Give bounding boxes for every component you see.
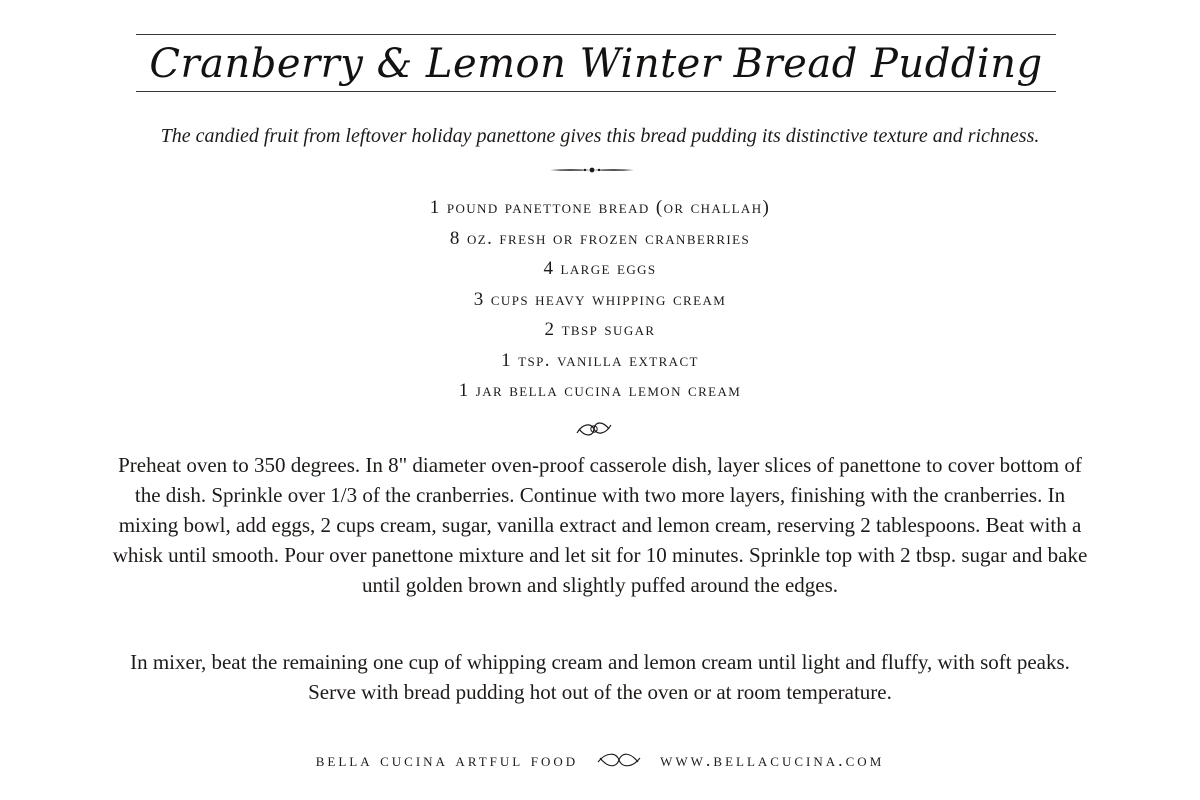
ingredient-item: 4 large eggs — [543, 258, 657, 279]
ingredient-list — [300, 193, 900, 407]
ingredient-item: 8 oz. fresh or frozen cranberries — [449, 227, 751, 249]
footer-brand: bella cucina artful food — [315, 749, 579, 770]
recipe-subtitle: The candied fruit from leftover holiday panettone gives this bread pudding its distinctive texture and richness. — [160, 125, 1040, 147]
recipe-title: Cranberry & Lemon Winter Bread Pudding — [149, 41, 1043, 87]
swirl-flourish-icon — [575, 419, 613, 439]
title-top-rule — [136, 34, 1056, 35]
instructions-paragraph-2: In mixer, beat the remaining one cup of whipping cream and lemon cream until light and fluffy, with soft peaks. Serve with bread pudding hot out of the oven or at room temperature. — [130, 650, 1070, 704]
ingredient-item: 1 pound panettone bread (or challah) — [429, 197, 771, 218]
title-bottom-rule — [136, 91, 1056, 92]
ingredient-item: 1 jar bella cucina lemon cream — [458, 380, 742, 401]
ingredient-item: 3 cups heavy whipping cream — [473, 288, 727, 310]
instructions-paragraph-1: Preheat oven to 350 degrees. In 8" diameter oven-proof casserole dish, layer slices of panettone to cover bottom of the dish. Sprinkle over 1/3 of the cranberries. Continue with two more layers, finishing with the cranberries. In mixing bowl, add eggs, 2 cups cream, sugar, vanilla extract and lemon cream, reserving 2 tablespoons. Beat with a whisk until smooth. Pour over panettone mixture and let sit for 10 minutes. Sprinkle top with 2 tbsp. sugar and bake until golden brown and slightly puffed around the edges. — [112, 453, 1088, 597]
ornamental-line-divider-icon — [548, 164, 636, 176]
ingredient-item: 1 tsp. vanilla extract — [501, 349, 699, 371]
footer — [150, 747, 1050, 773]
swirl-flourish-icon — [596, 750, 642, 770]
ingredient-item: 2 tbsp sugar — [544, 319, 656, 340]
footer-website: www.bellacucina.com — [660, 749, 885, 770]
